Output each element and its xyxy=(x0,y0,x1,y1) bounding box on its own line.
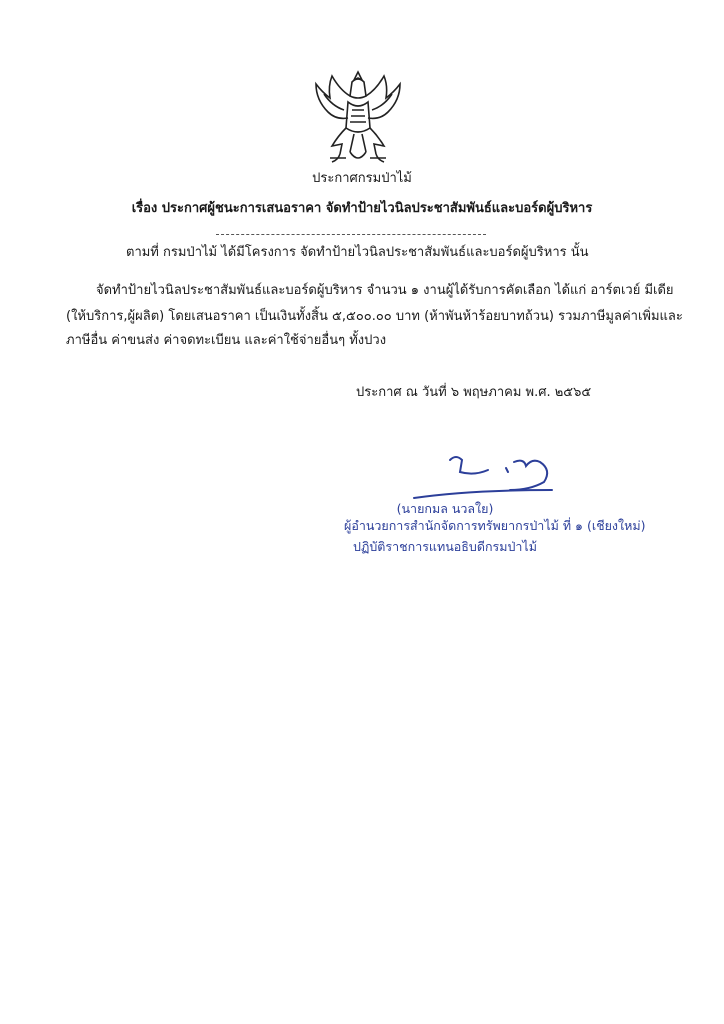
signatory-acting-title: ปฏิบัติราชการแทนอธิบดีกรมป่าไม้ xyxy=(353,539,537,554)
subject-line: เรื่อง ประกาศผู้ชนะการเสนอราคา จัดทำป้ายไวนิลประชาสัมพันธ์และบอร์ดผู้บริหาร xyxy=(131,201,593,216)
signatory-name: (นายกมล นวลใย) xyxy=(396,501,494,516)
paragraph-award-line3: ภาษีอื่น ค่าขนส่ง ค่าจดทะเบียน และค่าใช้จ่ายอื่นๆ ทั้งปวง xyxy=(66,333,387,348)
garuda-emblem xyxy=(310,66,406,170)
paragraph-intro: ตามที่ กรมป่าไม้ ได้มีโครงการ จัดทำป้ายไวนิลประชาสัมพันธ์และบอร์ดผู้บริหาร นั้น xyxy=(126,245,589,260)
announcement-date: ประกาศ ณ วันที่ ๖ พฤษภาคม พ.ศ. ๒๕๖๕ xyxy=(356,385,592,400)
organization-heading: ประกาศกรมป่าไม้ xyxy=(312,171,412,186)
dashed-divider xyxy=(216,234,486,235)
handwritten-signature xyxy=(410,448,560,506)
paragraph-award-line1: จัดทำป้ายไวนิลประชาสัมพันธ์และบอร์ดผู้บริหาร จำนวน ๑ งานผู้ได้รับการคัดเลือก ได้แก่ อาร์ตเวย์ มีเดีย xyxy=(96,283,674,298)
paragraph-award-line2: (ให้บริการ,ผู้ผลิต) โดยเสนอราคา เป็นเงินทั้งสิ้น ๕,๕๐๐.๐๐ บาท (ห้าพันห้าร้อยบาทถ้วน) รวมภาษีมูลค่าเพิ่มและ xyxy=(66,309,683,324)
signatory-position: ผู้อำนวยการสำนักจัดการทรัพยากรป่าไม้ ที่ ๑ (เชียงใหม่) xyxy=(344,518,646,533)
